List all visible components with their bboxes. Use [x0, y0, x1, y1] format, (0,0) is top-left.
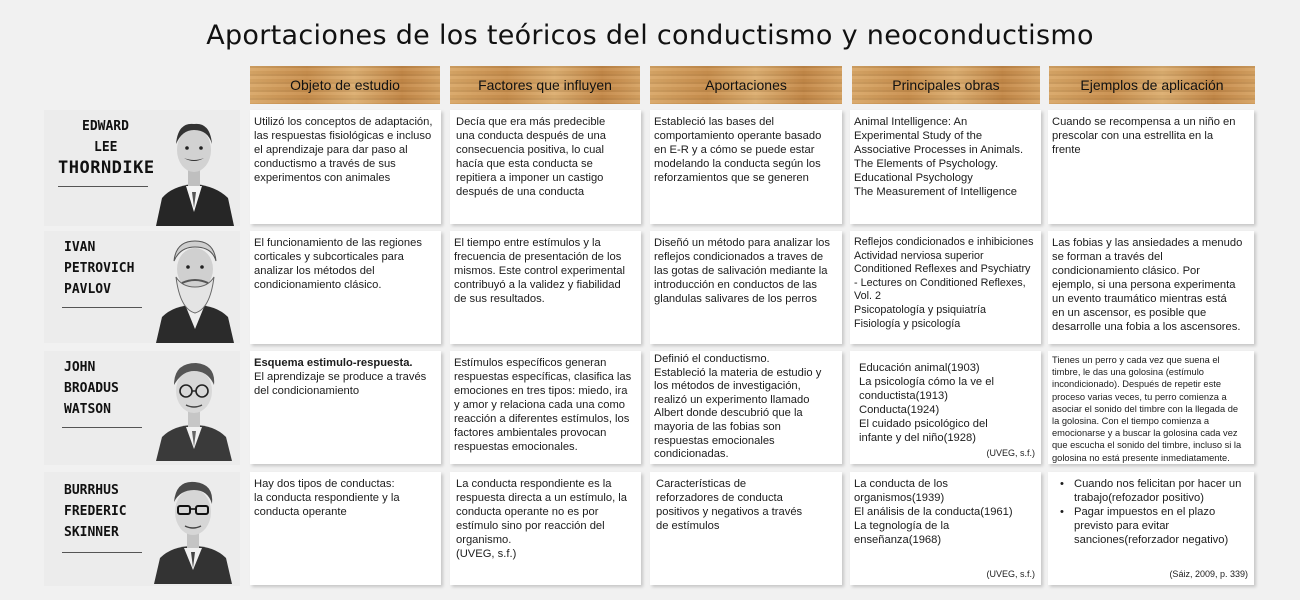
person-name: JOHN BROADUS WATSON [64, 360, 119, 417]
portrait-pavlov [152, 233, 238, 343]
citation: (Sáiz, 2009, p. 339) [1169, 569, 1248, 579]
cell-pavlov-ejemplos: Las fobias y las ansiedades a menudo se forman a través del condicionamiento clásico. Por ejemplo, si una persona experimenta un evento traumático mientras está en un ascensor, es posible que desarrolle una fobia a los ascensores. [1048, 231, 1254, 344]
cell-pavlov-aportaciones: Diseñó un método para analizar los reflejos condicionados a traves de las gotas de salivación mediante la introducción en conductos de las glandulas salivares de los perros [650, 231, 842, 344]
name-underline [58, 186, 148, 187]
name-underline [62, 427, 142, 428]
cell-watson-aportaciones: Definió el conductismo. Estableció la materia de estudio y los métodos de investigación, realizó un experimento llamado Albert donde descubrió que la mayoria de las fobias son respuestas emocionales condicionadas. [650, 351, 842, 464]
header-factores-que-influyen: Factores que influyen [450, 66, 640, 104]
page-title: Aportaciones de los teóricos del conductismo y neoconductismo [206, 20, 1094, 51]
cell-pavlov-objeto: El funcionamiento de las regiones corticales y subcorticales para analizar los métodos del condicionamiento clásico. [250, 231, 441, 344]
portrait-thorndike [152, 112, 236, 226]
cell-watson-obras: Educación animal(1903) La psicología cómo la ve el conductista(1913) Conducta(1924) El cuidado psicológico del infante y del niño(1928) (UVEG, s.f.) [850, 351, 1041, 464]
person-panel-pavlov [44, 231, 240, 343]
cell-thorndike-obras: Animal Intelligence: An Experimental Study of the Associative Processes in Animals. The Elements of Psychology. Educational Psychology The Measurement of Intelligence [850, 110, 1041, 224]
cell-pavlov-obras: Reflejos condicionados e inhibiciones Actividad nerviosa superior Conditioned Reflexes and Psychiatry - Lectures on Conditioned Reflexes, Vol. 2 Psicopatología y psiquiatría Fisiología y psicología [850, 231, 1041, 344]
person-panel-skinner [44, 472, 240, 586]
cell-skinner-obras: La conducta de los organismos(1939) El análisis de la conducta(1961) La tegnología de la enseñanza(1968) (UVEG, s.f.) [850, 472, 1041, 585]
person-name: IVAN PETROVICH PAVLOV [64, 240, 135, 297]
citation: (UVEG, s.f.) [986, 448, 1035, 458]
portrait-watson [152, 355, 236, 461]
person-name: BURRHUS FREDERIC SKINNER [64, 483, 127, 540]
header-aportaciones: Aportaciones [650, 66, 842, 104]
name-underline [62, 552, 142, 553]
citation: (UVEG, s.f.) [986, 569, 1035, 579]
header-ejemplos-de-aplicacion: Ejemplos de aplicación [1049, 66, 1255, 104]
cell-watson-objeto: Esquema estimulo-respuesta. El aprendizaje se produce a través del condicionamiento [250, 351, 441, 464]
cell-thorndike-aportaciones: Estableció las bases del comportamiento operante basado en E-R y a cómo se puede estar modelando la conducta según los reforzamientos que se generen [650, 110, 842, 224]
cell-pavlov-factores: El tiempo entre estímulos y la frecuencia de presentación de los mismos. Este control experimental contribuyó a la validez y fiabilidad de sus resultados. [450, 231, 641, 344]
cell-watson-factores: Estímulos específicos generan respuestas específicas, clasifica las emociones en tres tipos: miedo, ira y amor y relaciona cada una como reacción a diferentes estímulos, los factores ambientales provocan respuestas emocionales. [450, 351, 641, 464]
person-panel-thorndike [44, 110, 240, 226]
cell-thorndike-objeto: Utilizó los conceptos de adaptación, las respuestas fisiológicas e incluso el aprendizaje para dar paso al conductismo a través de sus experimentos con animales [250, 110, 441, 224]
person-name: EDWARD LEE THORNDIKE [58, 119, 155, 178]
header-principales-obras: Principales obras [852, 66, 1040, 104]
cell-thorndike-factores: Decía que era más predecible una conducta después de una consecuencia positiva, lo cual hacía que esta conducta se repitiera a imponer un castigo después de una conducta [450, 110, 641, 224]
cell-skinner-factores: La conducta respondiente es la respuesta directa a un estímulo, la conducta operante no es por estímulo sino por reacción del organismo. (UVEG, s.f.) [450, 472, 641, 585]
list-item: • Pagar impuestos en el plazo previsto para evitar sanciones(reforzador negativo) [1058, 505, 1250, 547]
cell-thorndike-ejemplos: Cuando se recompensa a un niño en prescolar con una estrellita en la frente [1048, 110, 1254, 224]
name-underline [62, 307, 142, 308]
person-panel-watson [44, 351, 240, 465]
cell-skinner-aportaciones: Características de reforzadores de conducta positivos y negativos a través de estímulos [650, 472, 842, 585]
cell-watson-ejemplos: Tienes un perro y cada vez que suena el timbre, le das una golosina (estímulo incondicionado). Después de repetir este proceso varias veces, tu perro comienza a asociar el sonido del timbre con la llegada de la golosina. Con el tiempo comienza a emocionarse y a buscar la golosina cada vez que escucha el sonido del timbre, incluso si la golosina no está presente inmediatamente. [1048, 351, 1254, 464]
list-item: • Cuando nos felicitan por hacer un trabajo(refozador positivo) [1058, 477, 1250, 505]
portrait-skinner [150, 474, 236, 584]
cell-skinner-objeto: Hay dos tipos de conductas: la conducta respondiente y la conducta operante [250, 472, 441, 585]
cell-skinner-ejemplos [1048, 472, 1254, 585]
examples-list [1052, 477, 1250, 547]
header-objeto-de-estudio: Objeto de estudio [250, 66, 440, 104]
